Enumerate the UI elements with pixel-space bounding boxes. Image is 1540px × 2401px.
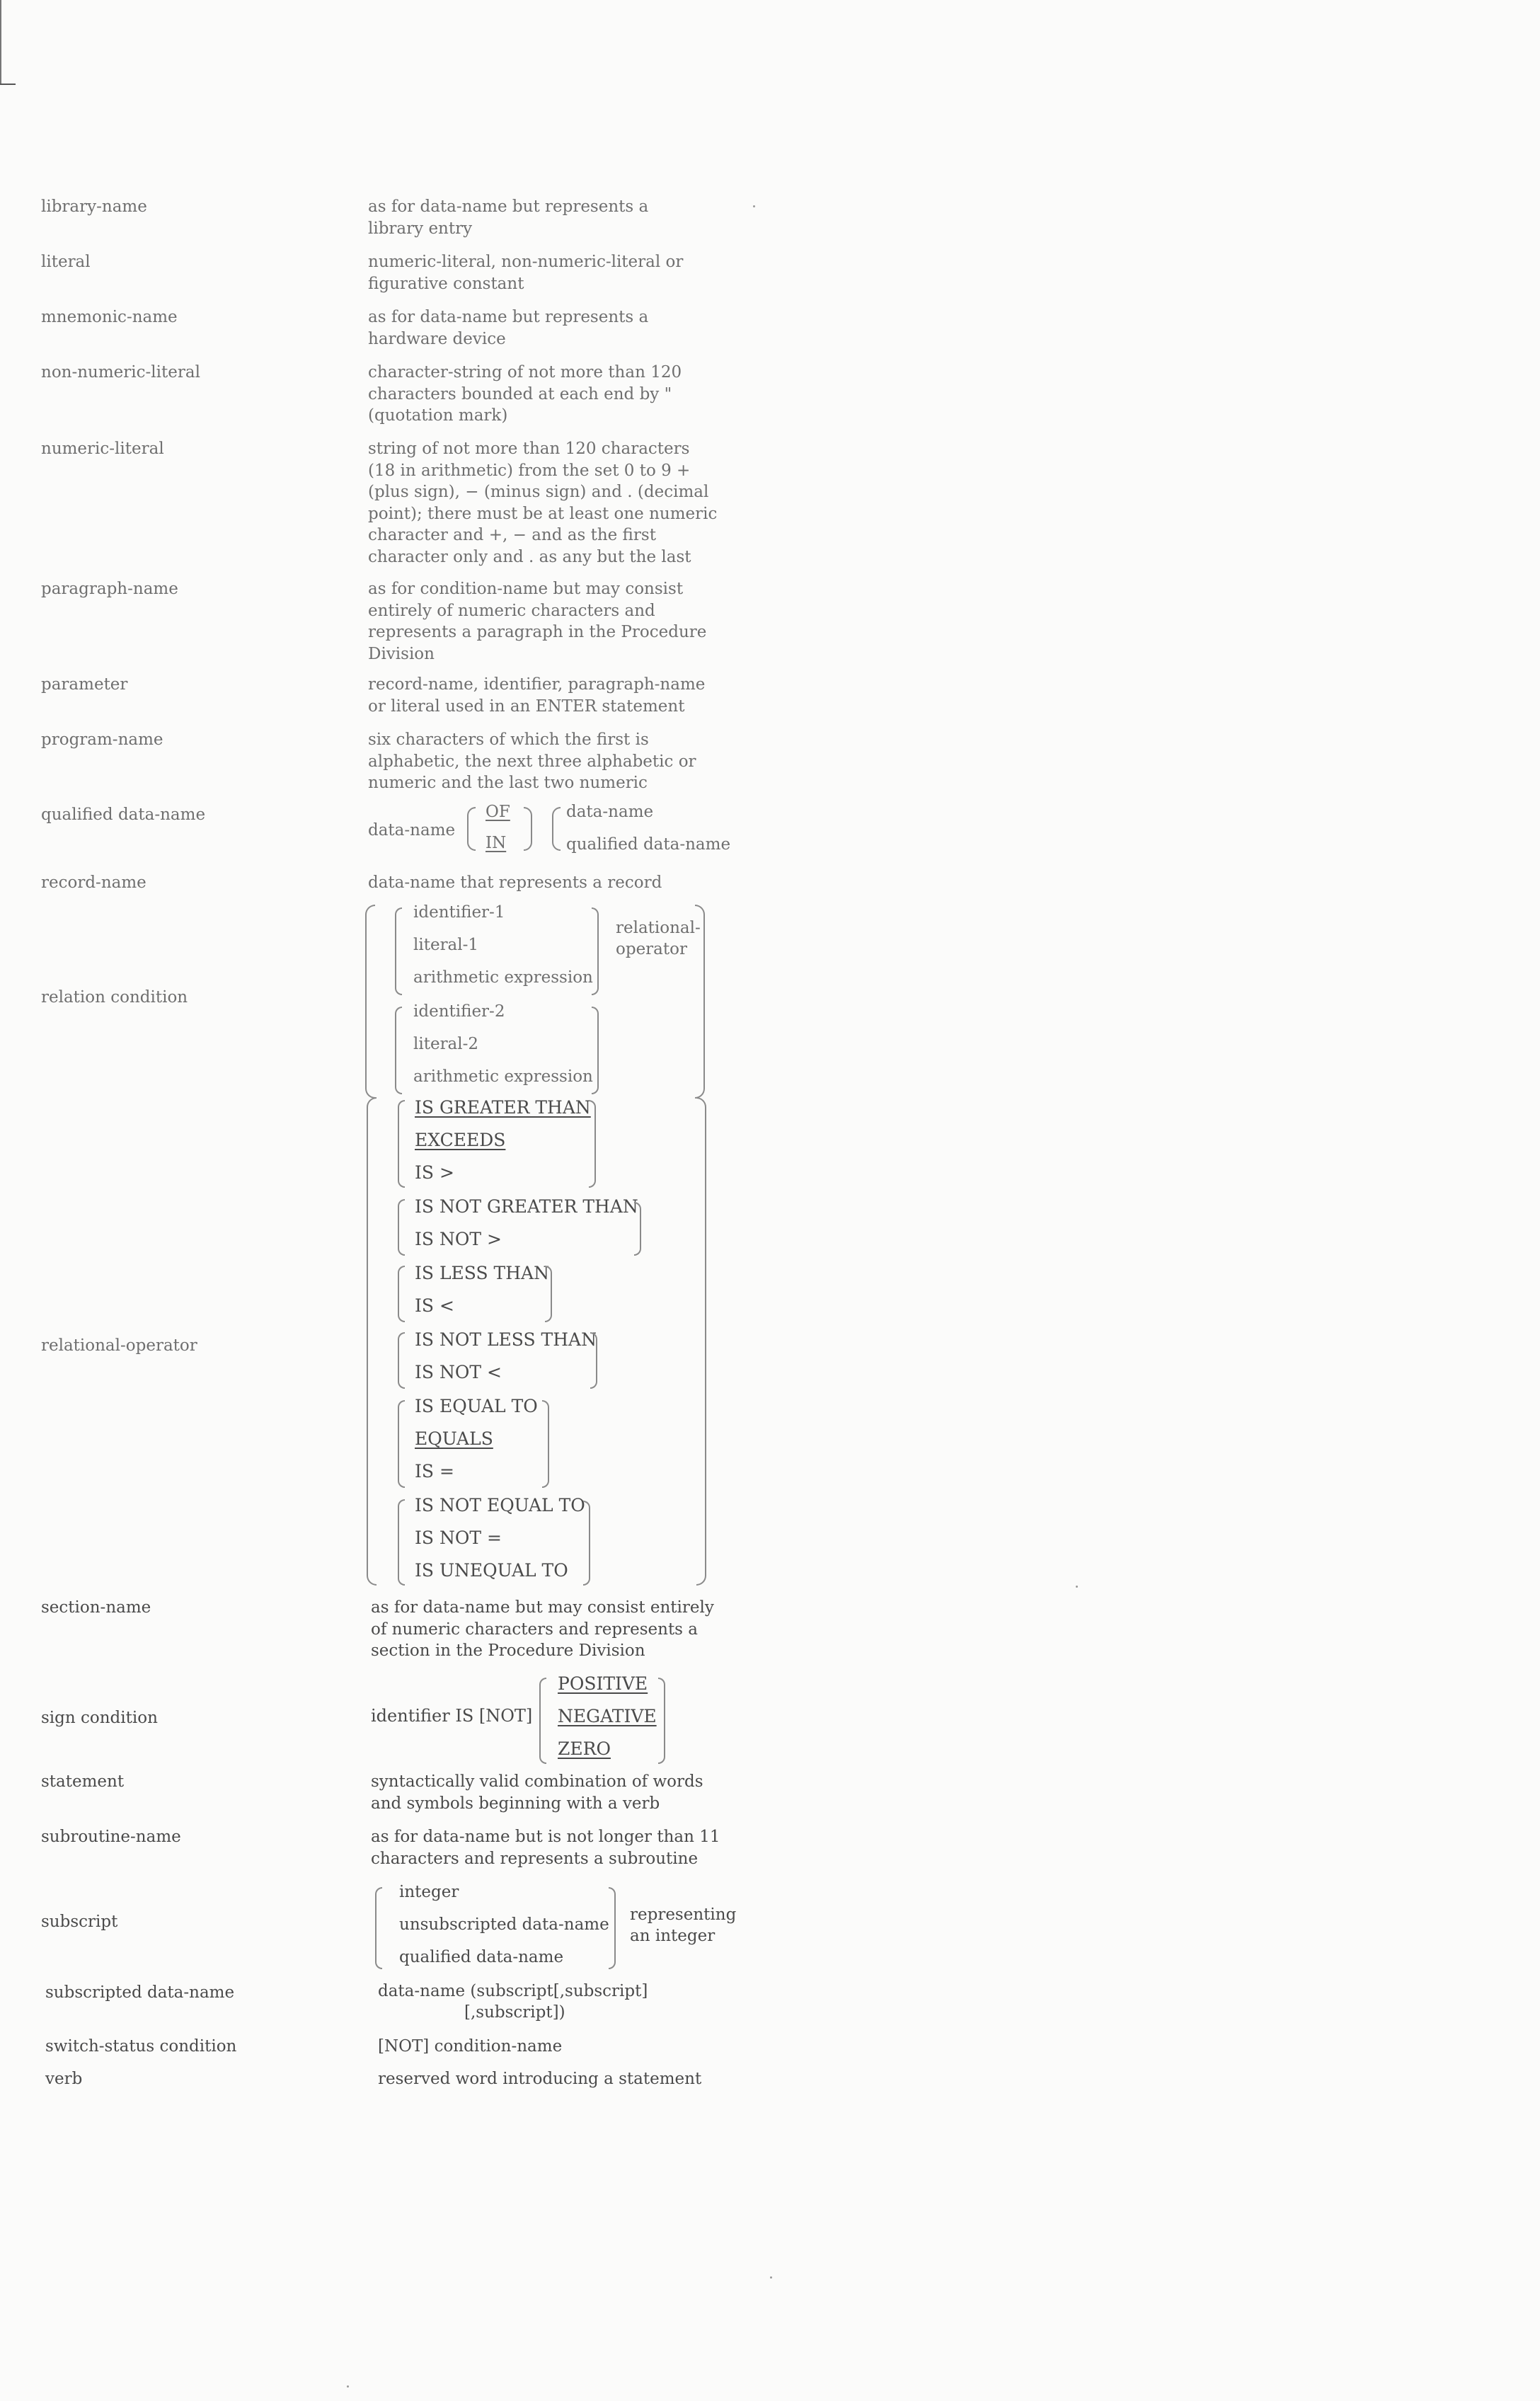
term: qualified data-name: [41, 806, 206, 824]
definition: data-name that represents a record: [368, 873, 662, 892]
option: IS >: [415, 1162, 454, 1183]
definition: as for data-name but may consist entirely of numeric characters and represents a section in the Procedure Division: [371, 1598, 714, 1660]
definition: as for condition-name but may consist entirely of numeric characters and represents a paragraph in the Procedure Division: [368, 580, 707, 663]
crop-mark-vertical: [0, 0, 1, 85]
left-brace: [375, 1887, 382, 1969]
definition: as for data-name but represents a library entry: [368, 197, 649, 238]
option: arithmetic expression: [413, 1067, 593, 1086]
option-negative: NEGATIVE: [558, 1706, 657, 1726]
tail: representing an integer: [630, 1906, 737, 1945]
scan-speck: [770, 2276, 772, 2279]
term: program-name: [41, 730, 163, 749]
group-left-brace: [398, 1332, 405, 1389]
outer-right-brace: [696, 1097, 706, 1586]
group-right-brace: [634, 1202, 641, 1256]
option: IS UNEQUAL TO: [415, 1560, 568, 1581]
option-qualified-data-name: qualified data-name: [566, 835, 731, 854]
option-in: IN: [485, 834, 507, 852]
term: subscripted data-name: [45, 1983, 235, 2002]
definition: as for data-name but is not longer than 11 characters and represents a subroutine: [371, 1828, 720, 1868]
option: unsubscripted data-name: [399, 1915, 609, 1934]
crop-mark-horizontal: [0, 84, 16, 85]
term: statement: [41, 1772, 125, 1791]
term: literal: [41, 253, 91, 271]
option: IS LESS THAN: [415, 1263, 549, 1283]
term: verb: [45, 2070, 83, 2088]
term: parameter: [41, 675, 128, 694]
option: IS EQUAL TO: [415, 1396, 538, 1416]
term: numeric-literal: [41, 440, 164, 458]
term: subroutine-name: [41, 1828, 181, 1846]
group-right-brace: [590, 1332, 597, 1389]
option: IS NOT GREATER THAN: [415, 1196, 638, 1217]
outer-left-brace: [365, 905, 375, 1099]
term: subscript: [41, 1913, 118, 1931]
option: qualified data-name: [399, 1948, 564, 1966]
term: section-name: [41, 1598, 151, 1617]
definition: string of not more than 120 characters (18 in arithmetic) from the set 0 to 9 + (plus sign), − (minus sign) and . (decimal point); there must be at least one numeric character and +, − and as the first character only and . as any but the last: [368, 440, 718, 566]
option: IS NOT LESS THAN: [415, 1329, 597, 1350]
left-brace: [539, 1678, 546, 1764]
group2-left-brace: [395, 1007, 402, 1094]
group-right-brace: [583, 1501, 590, 1586]
option: IS NOT =: [415, 1528, 502, 1548]
definition: reserved word introducing a statement: [378, 2070, 702, 2088]
option: literal-2: [413, 1035, 479, 1053]
definition: [NOT] condition-name: [378, 2037, 563, 2056]
right-brace: [609, 1887, 616, 1969]
option-data-name: data-name: [566, 803, 654, 821]
option: IS NOT EQUAL TO: [415, 1495, 585, 1515]
definition-line-1: data-name (subscript[,subscript]: [378, 1982, 648, 2000]
group-left-brace: [398, 1400, 405, 1488]
definition: as for data-name but represents a hardware device: [368, 308, 649, 348]
operator-label: relational- operator: [616, 919, 701, 958]
option: arithmetic expression: [413, 968, 593, 987]
group2-right-brace: [592, 1007, 599, 1094]
term: non-numeric-literal: [41, 363, 200, 382]
scan-speck: [753, 205, 755, 207]
group1-right-brace: [592, 907, 599, 995]
right-brace: [524, 807, 532, 851]
lead: data-name: [368, 821, 456, 840]
lead: identifier IS [NOT]: [371, 1706, 533, 1726]
definition: character-string of not more than 120 characters bounded at each end by " (quotation mark): [368, 363, 682, 425]
term: relation condition: [41, 988, 188, 1007]
definition: numeric-literal, non-numeric-literal or figurative constant: [368, 253, 684, 293]
outer-left-brace: [367, 1097, 377, 1586]
option: identifier-1: [413, 903, 505, 922]
option-of: OF: [485, 803, 510, 821]
option: IS <: [415, 1295, 454, 1316]
definition: six characters of which the first is alphabetic, the next three alphabetic or numeric and the last two numeric: [368, 730, 696, 792]
option: literal-1: [413, 936, 479, 954]
group1-left-brace: [395, 907, 402, 995]
right-brace: [658, 1678, 665, 1764]
term: paragraph-name: [41, 580, 178, 598]
option: integer: [399, 1883, 459, 1901]
term: sign condition: [41, 1709, 158, 1727]
term: record-name: [41, 873, 146, 892]
option: IS NOT >: [415, 1229, 502, 1249]
left-brace: [467, 807, 476, 851]
option-zero: ZERO: [558, 1738, 611, 1759]
left-brace: [552, 807, 561, 851]
option: IS =: [415, 1461, 454, 1482]
term: switch-status condition: [45, 2037, 237, 2056]
definition: syntactically valid combination of words and symbols beginning with a verb: [371, 1772, 703, 1813]
definition: record-name, identifier, paragraph-name or literal used in an ENTER statement: [368, 675, 706, 716]
option: identifier-2: [413, 1002, 505, 1021]
outer-right-brace: [695, 905, 705, 1099]
group-right-brace: [545, 1266, 552, 1322]
definition-line-2: [,subscript]): [464, 2003, 565, 2022]
group-left-brace: [398, 1499, 405, 1586]
group-right-brace: [589, 1100, 596, 1188]
option: IS NOT <: [415, 1362, 502, 1382]
option: EXCEEDS: [415, 1130, 506, 1150]
group-left-brace: [398, 1199, 405, 1256]
option: IS GREATER THAN: [415, 1097, 591, 1118]
scan-speck: [347, 2385, 349, 2388]
group-right-brace: [542, 1400, 549, 1488]
term: relational-operator: [41, 1336, 197, 1355]
term: mnemonic-name: [41, 308, 178, 326]
group-left-brace: [398, 1266, 405, 1322]
group-left-brace: [398, 1100, 405, 1188]
option-positive: POSITIVE: [558, 1673, 648, 1694]
option: EQUALS: [415, 1428, 493, 1449]
scan-speck: [1076, 1586, 1078, 1588]
term: library-name: [41, 197, 147, 216]
